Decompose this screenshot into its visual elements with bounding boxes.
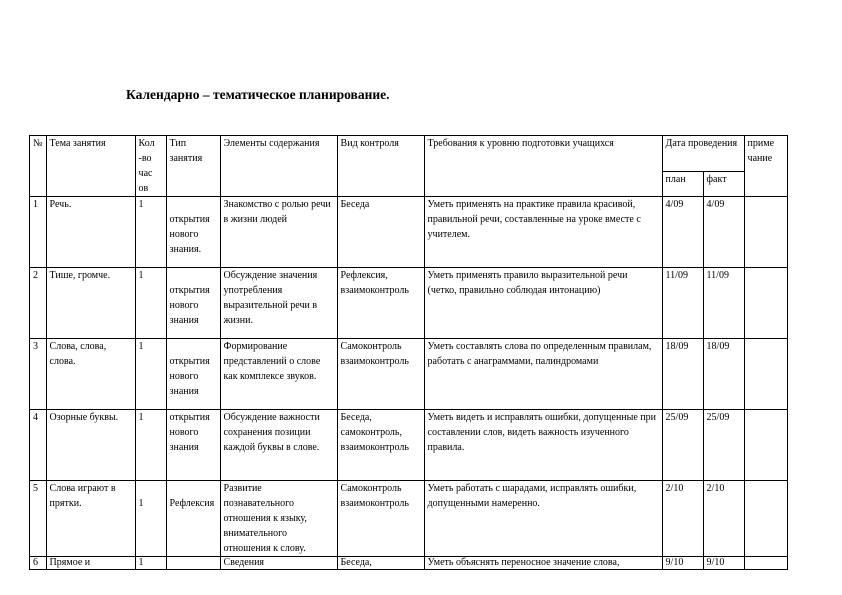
cell-type bbox=[166, 197, 220, 268]
cell-note bbox=[744, 339, 787, 410]
cell-fact: 4/09 bbox=[703, 197, 744, 268]
page-title: Календарно – тематическое планирование. bbox=[126, 87, 390, 102]
cell-num: 1 bbox=[30, 197, 47, 268]
cell-num: 5 bbox=[30, 481, 47, 557]
cell-type bbox=[166, 268, 220, 339]
table-row bbox=[30, 197, 788, 268]
header-control: Вид контроля bbox=[337, 136, 424, 197]
cell-num: 2 bbox=[30, 268, 47, 339]
cell-fact: 2/10 bbox=[703, 481, 744, 557]
cell-control: Беседа, bbox=[337, 557, 424, 570]
cell-hours bbox=[135, 481, 166, 557]
cell-topic: Тише, громче. bbox=[46, 268, 135, 339]
cell-elements: Знакомство с ролью речи в жизни людей bbox=[220, 197, 337, 268]
header-hours: Кол -во час ов bbox=[135, 136, 166, 197]
cell-elements: Формирование представлений о слове как комплексе звуков. bbox=[220, 339, 337, 410]
table-row bbox=[30, 339, 788, 410]
cell-fact: 11/09 bbox=[703, 268, 744, 339]
cell-requirements: Уметь объяснять переносное значение слова, bbox=[424, 557, 662, 570]
cell-note bbox=[744, 481, 787, 557]
cell-hours: 1 bbox=[135, 339, 166, 410]
cell-requirements: Уметь составлять слова по определенным правилам, работать с анаграммами, палиндромами bbox=[424, 339, 662, 410]
header-type: Тип занятия bbox=[166, 136, 220, 197]
cell-elements: Обсуждение значения употребления выразительной речи в жизни. bbox=[220, 268, 337, 339]
cell-type bbox=[166, 339, 220, 410]
cell-requirements: Уметь применять на практике правила красивой, правильной речи, составленные на уроке вместе с учителем. bbox=[424, 197, 662, 268]
cell-control: Самоконтроль взаимоконтроль bbox=[337, 339, 424, 410]
cell-topic: Слова, слова, слова. bbox=[46, 339, 135, 410]
table-row bbox=[30, 268, 788, 339]
cell-plan: 11/09 bbox=[662, 268, 703, 339]
cell-control: Самоконтроль взаимоконтроль bbox=[337, 481, 424, 557]
cell-plan: 25/09 bbox=[662, 410, 703, 481]
cell-requirements: Уметь применять правило выразительной речи (четко, правильно соблюдая интонацию) bbox=[424, 268, 662, 339]
cell-num: 4 bbox=[30, 410, 47, 481]
cell-requirements: Уметь работать с шарадами, исправлять ошибки, допущенными намеренно. bbox=[424, 481, 662, 557]
cell-elements: Развитие познавательного отношения к языку, внимательного отношения к слову. bbox=[220, 481, 337, 557]
cell-plan: 9/10 bbox=[662, 557, 703, 570]
cell-elements: Обсуждение важности сохранения позиции каждой буквы в слове. bbox=[220, 410, 337, 481]
cell-num: 3 bbox=[30, 339, 47, 410]
cell-control: Беседа bbox=[337, 197, 424, 268]
header-elements: Элементы содержания bbox=[220, 136, 337, 197]
cell-plan: 4/09 bbox=[662, 197, 703, 268]
cell-note bbox=[744, 557, 787, 570]
planning-table bbox=[29, 135, 788, 570]
cell-type: открытия нового знания bbox=[166, 410, 220, 481]
cell-topic: Озорные буквы. bbox=[46, 410, 135, 481]
cell-type bbox=[166, 557, 220, 570]
header-fact: факт bbox=[703, 172, 744, 197]
cell-requirements: Уметь видеть и исправлять ошибки, допущенные при составлении слов, видеть важность изученного правила. bbox=[424, 410, 662, 481]
table-header-row bbox=[30, 136, 788, 172]
header-note: приме чание bbox=[744, 136, 787, 197]
cell-control: Беседа, самоконтроль, взаимоконтроль bbox=[337, 410, 424, 481]
header-date: Дата проведения bbox=[662, 136, 744, 172]
cell-topic: Слова играют в прятки. bbox=[46, 481, 135, 557]
cell-type-text: открытия нового знания bbox=[169, 285, 210, 326]
header-num: № bbox=[30, 136, 47, 197]
table-row bbox=[30, 410, 788, 481]
cell-type-text: открытия нового знания. bbox=[169, 214, 210, 255]
cell-fact: 18/09 bbox=[703, 339, 744, 410]
cell-hours-text: 1 bbox=[138, 498, 144, 509]
cell-type-text: Рефлексия bbox=[169, 498, 215, 509]
cell-hours: 1 bbox=[135, 557, 166, 570]
cell-note bbox=[744, 410, 787, 481]
cell-hours: 1 bbox=[135, 268, 166, 339]
table-row bbox=[30, 481, 788, 557]
header-topic: Тема занятия bbox=[46, 136, 135, 197]
table-row bbox=[30, 557, 788, 570]
cell-plan: 18/09 bbox=[662, 339, 703, 410]
cell-fact: 25/09 bbox=[703, 410, 744, 481]
cell-type bbox=[166, 481, 220, 557]
cell-plan: 2/10 bbox=[662, 481, 703, 557]
cell-topic: Речь. bbox=[46, 197, 135, 268]
header-plan: план bbox=[662, 172, 703, 197]
cell-hours: 1 bbox=[135, 410, 166, 481]
cell-type-text: открытия нового знания bbox=[169, 356, 210, 397]
cell-elements: Сведения bbox=[220, 557, 337, 570]
cell-fact: 9/10 bbox=[703, 557, 744, 570]
cell-topic: Прямое и bbox=[46, 557, 135, 570]
header-requirements: Требования к уровню подготовки учащихся bbox=[424, 136, 662, 197]
cell-note bbox=[744, 268, 787, 339]
cell-note bbox=[744, 197, 787, 268]
cell-control: Рефлексия, взаимоконтроль bbox=[337, 268, 424, 339]
cell-hours: 1 bbox=[135, 197, 166, 268]
cell-num: 6 bbox=[30, 557, 47, 570]
